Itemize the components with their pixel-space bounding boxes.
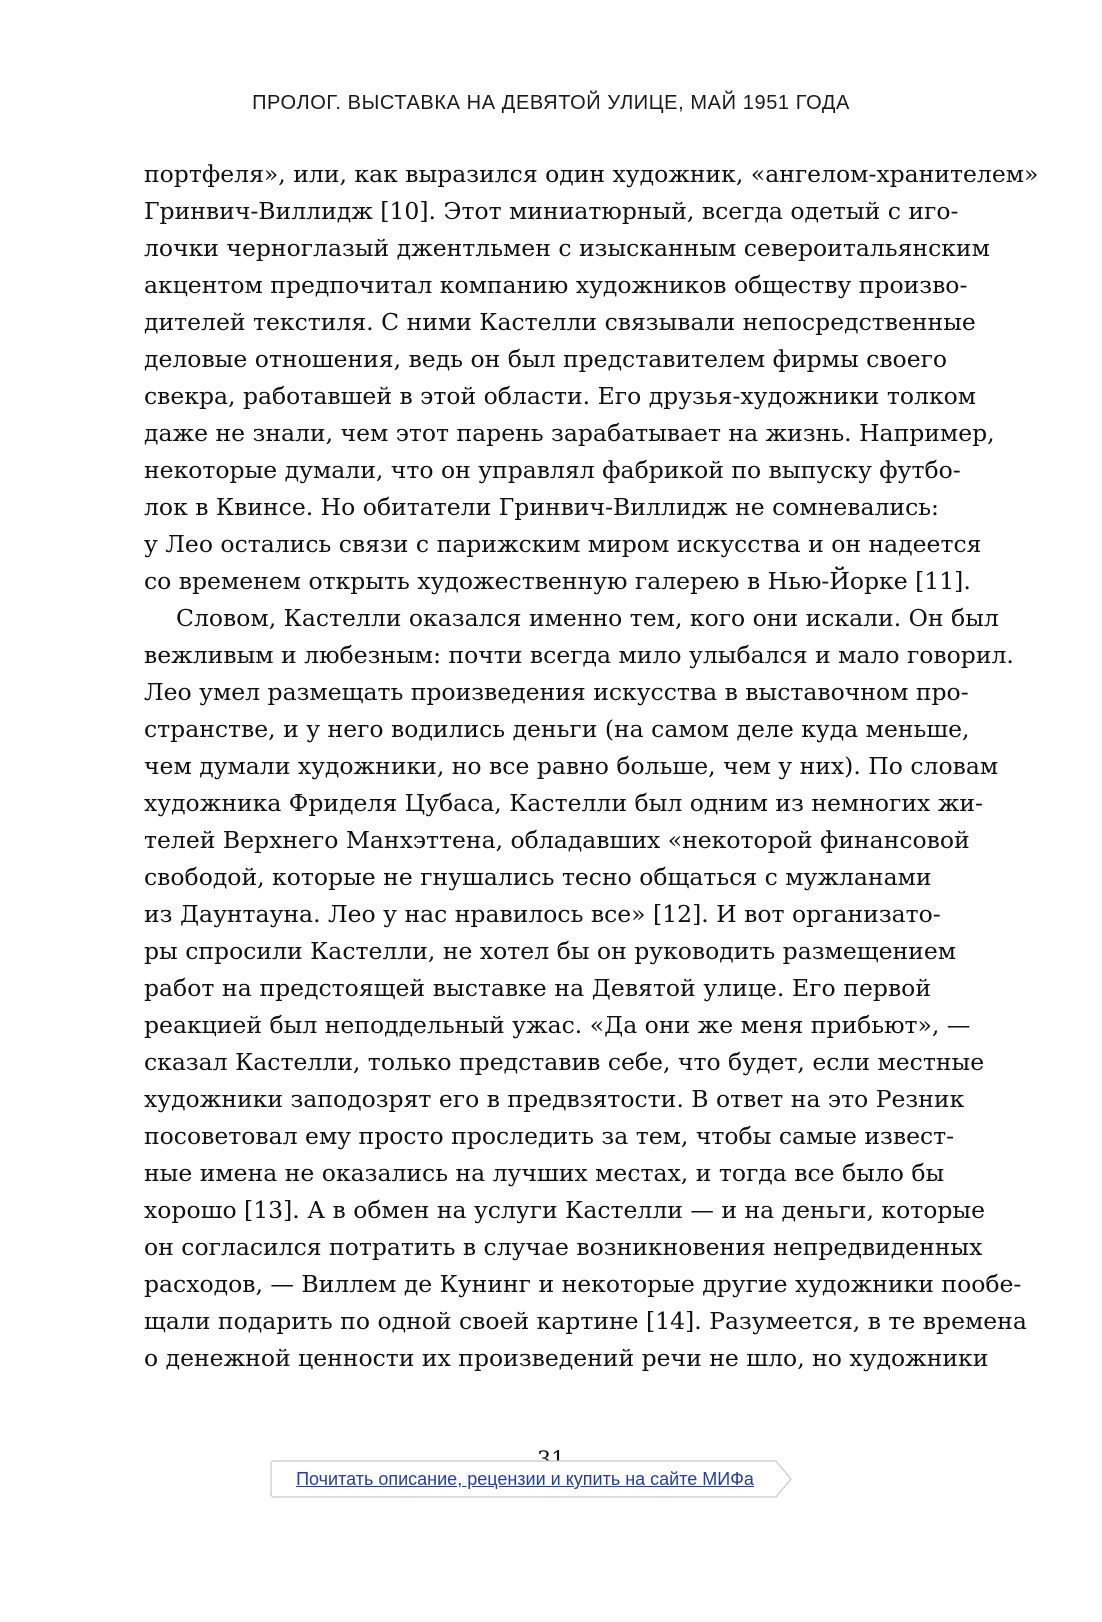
- running-header: ПРОЛОГ. ВЫСТАВКА НА ДЕВЯТОЙ УЛИЦЕ, МАЙ 1951 ГОДА: [252, 92, 850, 114]
- text-line: портфеля», или, как выразился один художник, «ангелом-хранителем»: [144, 160, 1039, 188]
- text-line: чем думали художники, но все равно больше, чем у них). По словам: [144, 752, 999, 780]
- text-line: ные имена не оказались на лучших местах, и тогда все было бы: [144, 1159, 945, 1187]
- text-line: посоветовал ему просто проследить за тем, чтобы самые извест-: [144, 1122, 955, 1150]
- text-line: странстве, и у него водились деньги (на самом деле куда меньше,: [144, 715, 970, 743]
- text-line: щали подарить по одной своей картине [14]. Разумеется, в те времена: [144, 1307, 1027, 1335]
- text-line: свекра, работавшей в этой области. Его друзья-художники толком: [144, 382, 977, 410]
- text-line: реакцией был неподдельный ужас. «Да они же меня прибьют», —: [144, 1011, 971, 1039]
- text-line: лочки черноглазый джентльмен с изысканным североитальянским: [144, 234, 990, 262]
- buy-banner[interactable]: [270, 1460, 794, 1498]
- text-line: телей Верхнего Манхэттена, обладавших «некоторой финансовой: [144, 826, 970, 854]
- text-line: о денежной ценности их произведений речи не шло, но художники: [144, 1344, 989, 1372]
- text-line: Гринвич-Виллидж [10]. Этот миниатюрный, всегда одетый с иго-: [144, 197, 959, 225]
- text-line: деловые отношения, ведь он был представителем фирмы своего: [144, 345, 948, 373]
- text-line: художники заподозрят его в предвзятости. В ответ на это Резник: [144, 1085, 965, 1113]
- text-line: работ на предстоящей выставке на Девятой улице. Его первой: [144, 974, 931, 1002]
- text-line: Лео умел размещать произведения искусства в выставочном про-: [144, 678, 969, 706]
- text-line: акцентом предпочитал компанию художников обществу произво-: [144, 271, 968, 299]
- text-line: из Даунтауна. Лео у нас нравилось все» [12]. И вот организато-: [144, 900, 941, 928]
- text-line: расходов, — Виллем де Кунинг и некоторые другие художники пообе-: [144, 1270, 1022, 1298]
- text-line: ры спросили Кастелли, не хотел бы он руководить размещением: [144, 937, 957, 965]
- text-line: со временем открыть художественную галерею в Нью-Йорке [11].: [144, 567, 971, 595]
- text-line: художника Фриделя Цубаса, Кастелли был одним из немногих жи-: [144, 789, 983, 817]
- text-line: хорошо [13]. А в обмен на услуги Кастелли — и на деньги, которые: [144, 1196, 986, 1224]
- page-number: [0, 1446, 1102, 1460]
- text-line: свободой, которые не гнушались тесно общаться с мужланами: [144, 863, 932, 891]
- text-line: сказал Кастелли, только представив себе, что будет, если местные: [144, 1048, 985, 1076]
- buy-link[interactable]: Почитать описание, рецензии и купить на сайте МИФа: [296, 1469, 754, 1489]
- text-line: некоторые думали, что он управлял фабрикой по выпуску футбо-: [144, 456, 961, 484]
- text-line: лок в Квинсе. Но обитатели Гринвич-Виллидж не сомневались:: [144, 493, 939, 521]
- text-line: Словом, Кастелли оказался именно тем, кого они искали. Он был: [176, 604, 999, 632]
- text-line: дителей текстиля. С ними Кастелли связывали непосредственные: [144, 308, 976, 336]
- text-line: он согласился потратить в случае возникновения непредвиденных: [144, 1233, 983, 1261]
- text-line: даже не знали, чем этот парень зарабатывает на жизнь. Например,: [144, 419, 995, 447]
- text-line: вежливым и любезным: почти всегда мило улыбался и мало говорил.: [144, 641, 1014, 669]
- text-line: у Лео остались связи с парижским миром искусства и он надеется: [144, 530, 982, 558]
